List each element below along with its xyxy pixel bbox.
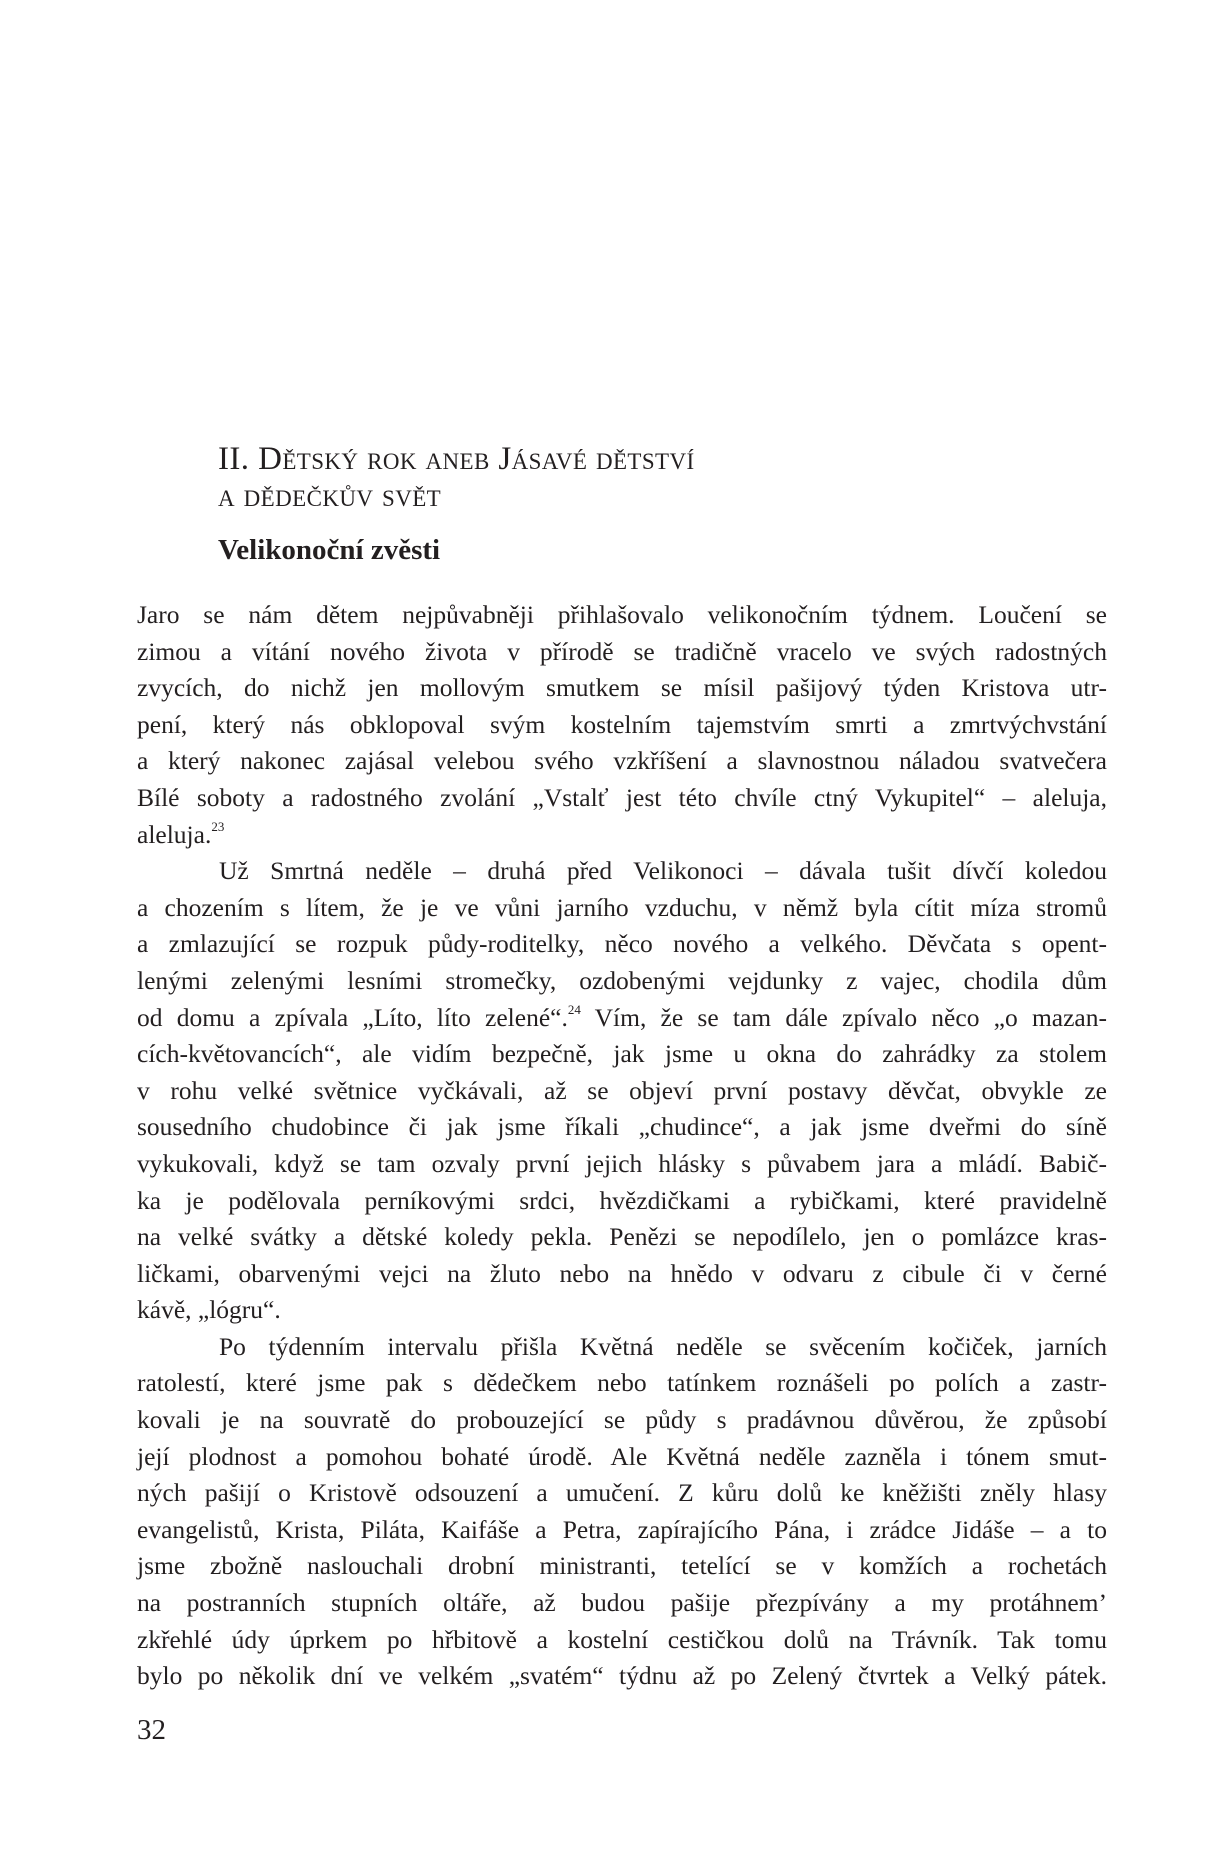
text-line: cích-květovancích“, ale vidím bezpečně, jak jsme u okna do zahrádky za stolem	[137, 1039, 1107, 1069]
text-line: Jaro se nám dětem nejpůvabněji přihlašovalo velikonočním týdnem. Loučení se	[137, 600, 1107, 629]
text-line: pení, který nás obklopoval svým kostelním tajemstvím smrti a zmrtvýchvstání	[137, 709, 1107, 739]
text-line: jsme zbožně naslouchali drobní ministranti, tetelící se v komžích a rochetách	[137, 1551, 1107, 1581]
chapter-title	[218, 443, 695, 513]
text-line: zkřehlé údy úprkem po hřbitově a kostelní cestičkou dolů na Trávník. Tak tomu	[137, 1624, 1107, 1654]
body-text	[137, 597, 1107, 1695]
text-line: na postranních stupních oltáře, až budou pašije přezpívány a my protáhnem’	[137, 1588, 1107, 1618]
text-line: lenými zelenými lesními stromečky, ozdobenými vejdunky z vajec, chodila dům	[137, 965, 1107, 995]
text-line	[137, 1000, 1107, 1037]
footnote-marker: 24	[567, 1001, 581, 1017]
text-line: a chozením s lítem, že je ve vůni jarního vzduchu, v němž byla cítit míza stromů	[137, 892, 1107, 922]
text-line: bylo po několik dní ve velkém „svatém“ týdnu až po Zelený čtvrtek a Velký pátek.	[137, 1661, 1107, 1691]
chapter-numeral: II.	[218, 441, 250, 477]
chapter-title-line-2: a dědečkův svět	[218, 478, 442, 514]
text-line: ných pašijí o Kristově odsouzení a umučení. Z kůru dolů ke kněžišti zněly hlasy	[137, 1478, 1107, 1508]
text-line: zimou a vítání nového života v přírodě se tradičně vracelo ve svých radostných	[137, 636, 1107, 666]
text-line: ratolestí, které jsme pak s dědečkem nebo tatínkem roznášeli po polích a zastr-	[137, 1368, 1107, 1398]
page-number: 32	[137, 1714, 166, 1746]
text-line: Bílé soboty a radostného zvolání „Vstalť jest této chvíle ctný Vykupitel“ – aleluja,	[137, 782, 1107, 812]
text-line: sousedního chudobince či jak jsme říkali „chudince“, a jak jsme dveřmi do síně	[137, 1112, 1107, 1142]
text-line: ka je podělovala perníkovými srdci, hvězdičkami a rybičkami, které pravidelně	[137, 1185, 1107, 1215]
text-line: na velké svátky a dětské koledy pekla. Penězi se nepodílelo, jen o pomlázce kras-	[137, 1222, 1107, 1252]
text-line-tail: Vím, že se tam dále zpívalo něco „o mazan-	[580, 1002, 1107, 1032]
chapter-title-text-1: Dětský rok aneb Jásavé dětství	[258, 441, 695, 477]
text-line: Už Smrtná neděle – druhá před Velikonoci – dávala tušit dívčí koledou	[219, 856, 1107, 886]
footnote-marker: 23	[211, 818, 225, 834]
text-line: Po týdenním intervalu přišla Květná neděle se svěcením kočiček, jarních	[219, 1331, 1107, 1361]
text-line: kovali je na souvratě do probouzející se půdy s pradávnou důvěrou, že způsobí	[137, 1405, 1107, 1435]
text-line: a který nakonec zajásal velebou svého vzkříšení a slavnostnou náladou svatvečera	[137, 746, 1107, 776]
text-line: vykukovali, když se tam ozvaly první jejich hlásky s půvabem jara a mládí. Babič-	[137, 1148, 1107, 1178]
text-line-content: aleluja.	[137, 819, 212, 849]
text-line-content: od domu a zpívala „Líto, líto zelené“.	[137, 1002, 568, 1032]
text-line: v rohu velké světnice vyčkávali, až se objeví první postavy děvčat, obvykle ze	[137, 1075, 1107, 1105]
text-line: evangelistů, Krista, Piláta, Kaifáše a Petra, zapírajícího Pána, i zrádce Jidáše – a to	[137, 1514, 1107, 1544]
text-line: ličkami, obarvenými vejci na žluto nebo na hnědo v odvaru z cibule či v černé	[137, 1258, 1107, 1288]
text-line: a zmlazující se rozpuk půdy-roditelky, něco nového a velkého. Děvčata s opent-	[137, 929, 1107, 959]
text-line	[137, 817, 1107, 854]
chapter-title-line-1	[218, 443, 695, 476]
text-line: její plodnost a pomohou bohaté úrodě. Ale Květná neděle zazněla i tónem smut-	[137, 1441, 1107, 1471]
text-line: zvycích, do nichž jen mollovým smutkem se mísil pašijový týden Kristova utr-	[137, 673, 1107, 703]
section-title: Velikonoční zvěsti	[218, 534, 441, 566]
text-line: kávě, „lógru“.	[137, 1295, 281, 1325]
